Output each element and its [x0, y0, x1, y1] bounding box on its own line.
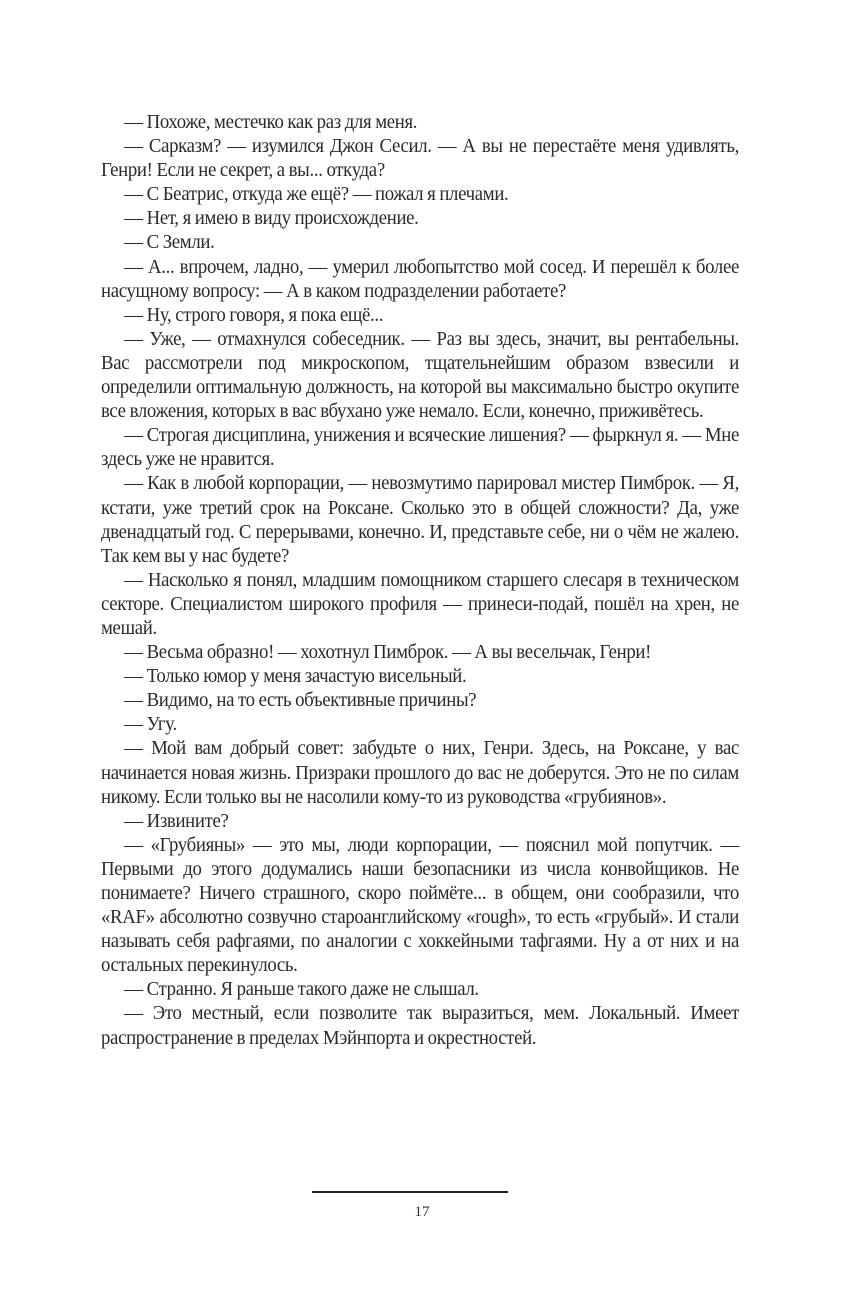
paragraph: — Странно. Я раньше такого даже не слышал. — [124, 978, 479, 1001]
paragraph: — С Земли. — [124, 231, 215, 254]
paragraph: — Похоже, местечко как раз для меня. — [124, 111, 418, 133]
paragraph: — Сарказм? — изумился Джон Сесил. — А вы не перестаёте меня удивлять, Генри! Если не секрет, а вы... откуда? — [101, 135, 739, 182]
paragraph: — Это местный, если позволите так выразиться, мем. Локальный. Имеет распространение в пределах Мэйнпорта и окрестностей. — [101, 1002, 739, 1049]
paragraph: — Как в любой корпорации, — невозмутимо парировал мистер Пимброк. — Я, кстати, уже третий срок на Роксане. Сколько это в общей сложности? Да, уже двенадцатый год. С перерывами, конечно. И, представьте себе, ни о чём не жалею. Так кем вы у нас будете? — [101, 472, 739, 567]
footer-divider — [312, 1191, 508, 1193]
page-number: 17 — [414, 1204, 430, 1220]
paragraph: — А... впрочем, ладно, — умерил любопытство мой сосед. И перешёл к более насущному вопросу: — А в каком подразделении работаете? — [101, 255, 739, 302]
paragraph: — Только юмор у меня зачастую висельный. — [124, 665, 467, 688]
paragraph: — Насколько я понял, младшим помощником старшего слесаря в техническом секторе. Специалистом широкого профиля — принеси-подай, пошёл на хрен, не мешай. — [101, 568, 739, 639]
paragraph: — С Беатрис, откуда же ещё? — пожал я плечами. — [124, 183, 509, 206]
paragraph: — Весьма образно! — хохотнул Пимброк. — А вы весельчак, Генри! — [124, 641, 652, 664]
paragraph: — Угу. — [124, 713, 177, 736]
paragraph: — Уже, — отмахнулся собеседник. — Раз вы здесь, значит, вы рентабельны. Вас рассмотрели под микроскопом, тщательнейшим образом взвесили и определили оптимальную должность, на которой вы максимально быстро окупите все вложения, которых в вас вбухано уже немало. Если, конечно, приживётесь. — [101, 327, 739, 423]
paragraph: — Строгая дисциплина, унижения и всяческие лишения? — фыркнул я. — Мне здесь уже не нравится. — [101, 424, 739, 471]
paragraph: — Видимо, на то есть объективные причины? — [124, 689, 477, 712]
book-page-text — [101, 110, 739, 1050]
paragraph: — Извините? — [124, 809, 229, 832]
paragraph: — Мой вам добрый совет: забудьте о них, Генри. Здесь, на Роксане, у вас начинается новая жизнь. Призраки прошлого до вас не доберутся. Это не по силам никому. Если только вы не насолили кому-то из руководства «грубиянов». — [101, 737, 739, 808]
paragraph: — Ну, строго говоря, я пока ещё... — [124, 303, 384, 326]
paragraph: — Нет, я имею в виду происхождение. — [124, 207, 419, 230]
paragraph: — «Грубияны» — это мы, люди корпорации, — пояснил мой попутчик. — Первыми до этого додумались наши безопасники из числа конвойщиков. Не понимаете? Ничего страшного, скоро поймёте... в общем, они сообразили, что «RAF» абсолютно созвучно староанглийскому «rough», то есть «грубый». И стали называть себя рафгаями, по аналогии с хоккейными тафгаями. Ну а от них и на остальных перекинулось. — [101, 833, 739, 977]
